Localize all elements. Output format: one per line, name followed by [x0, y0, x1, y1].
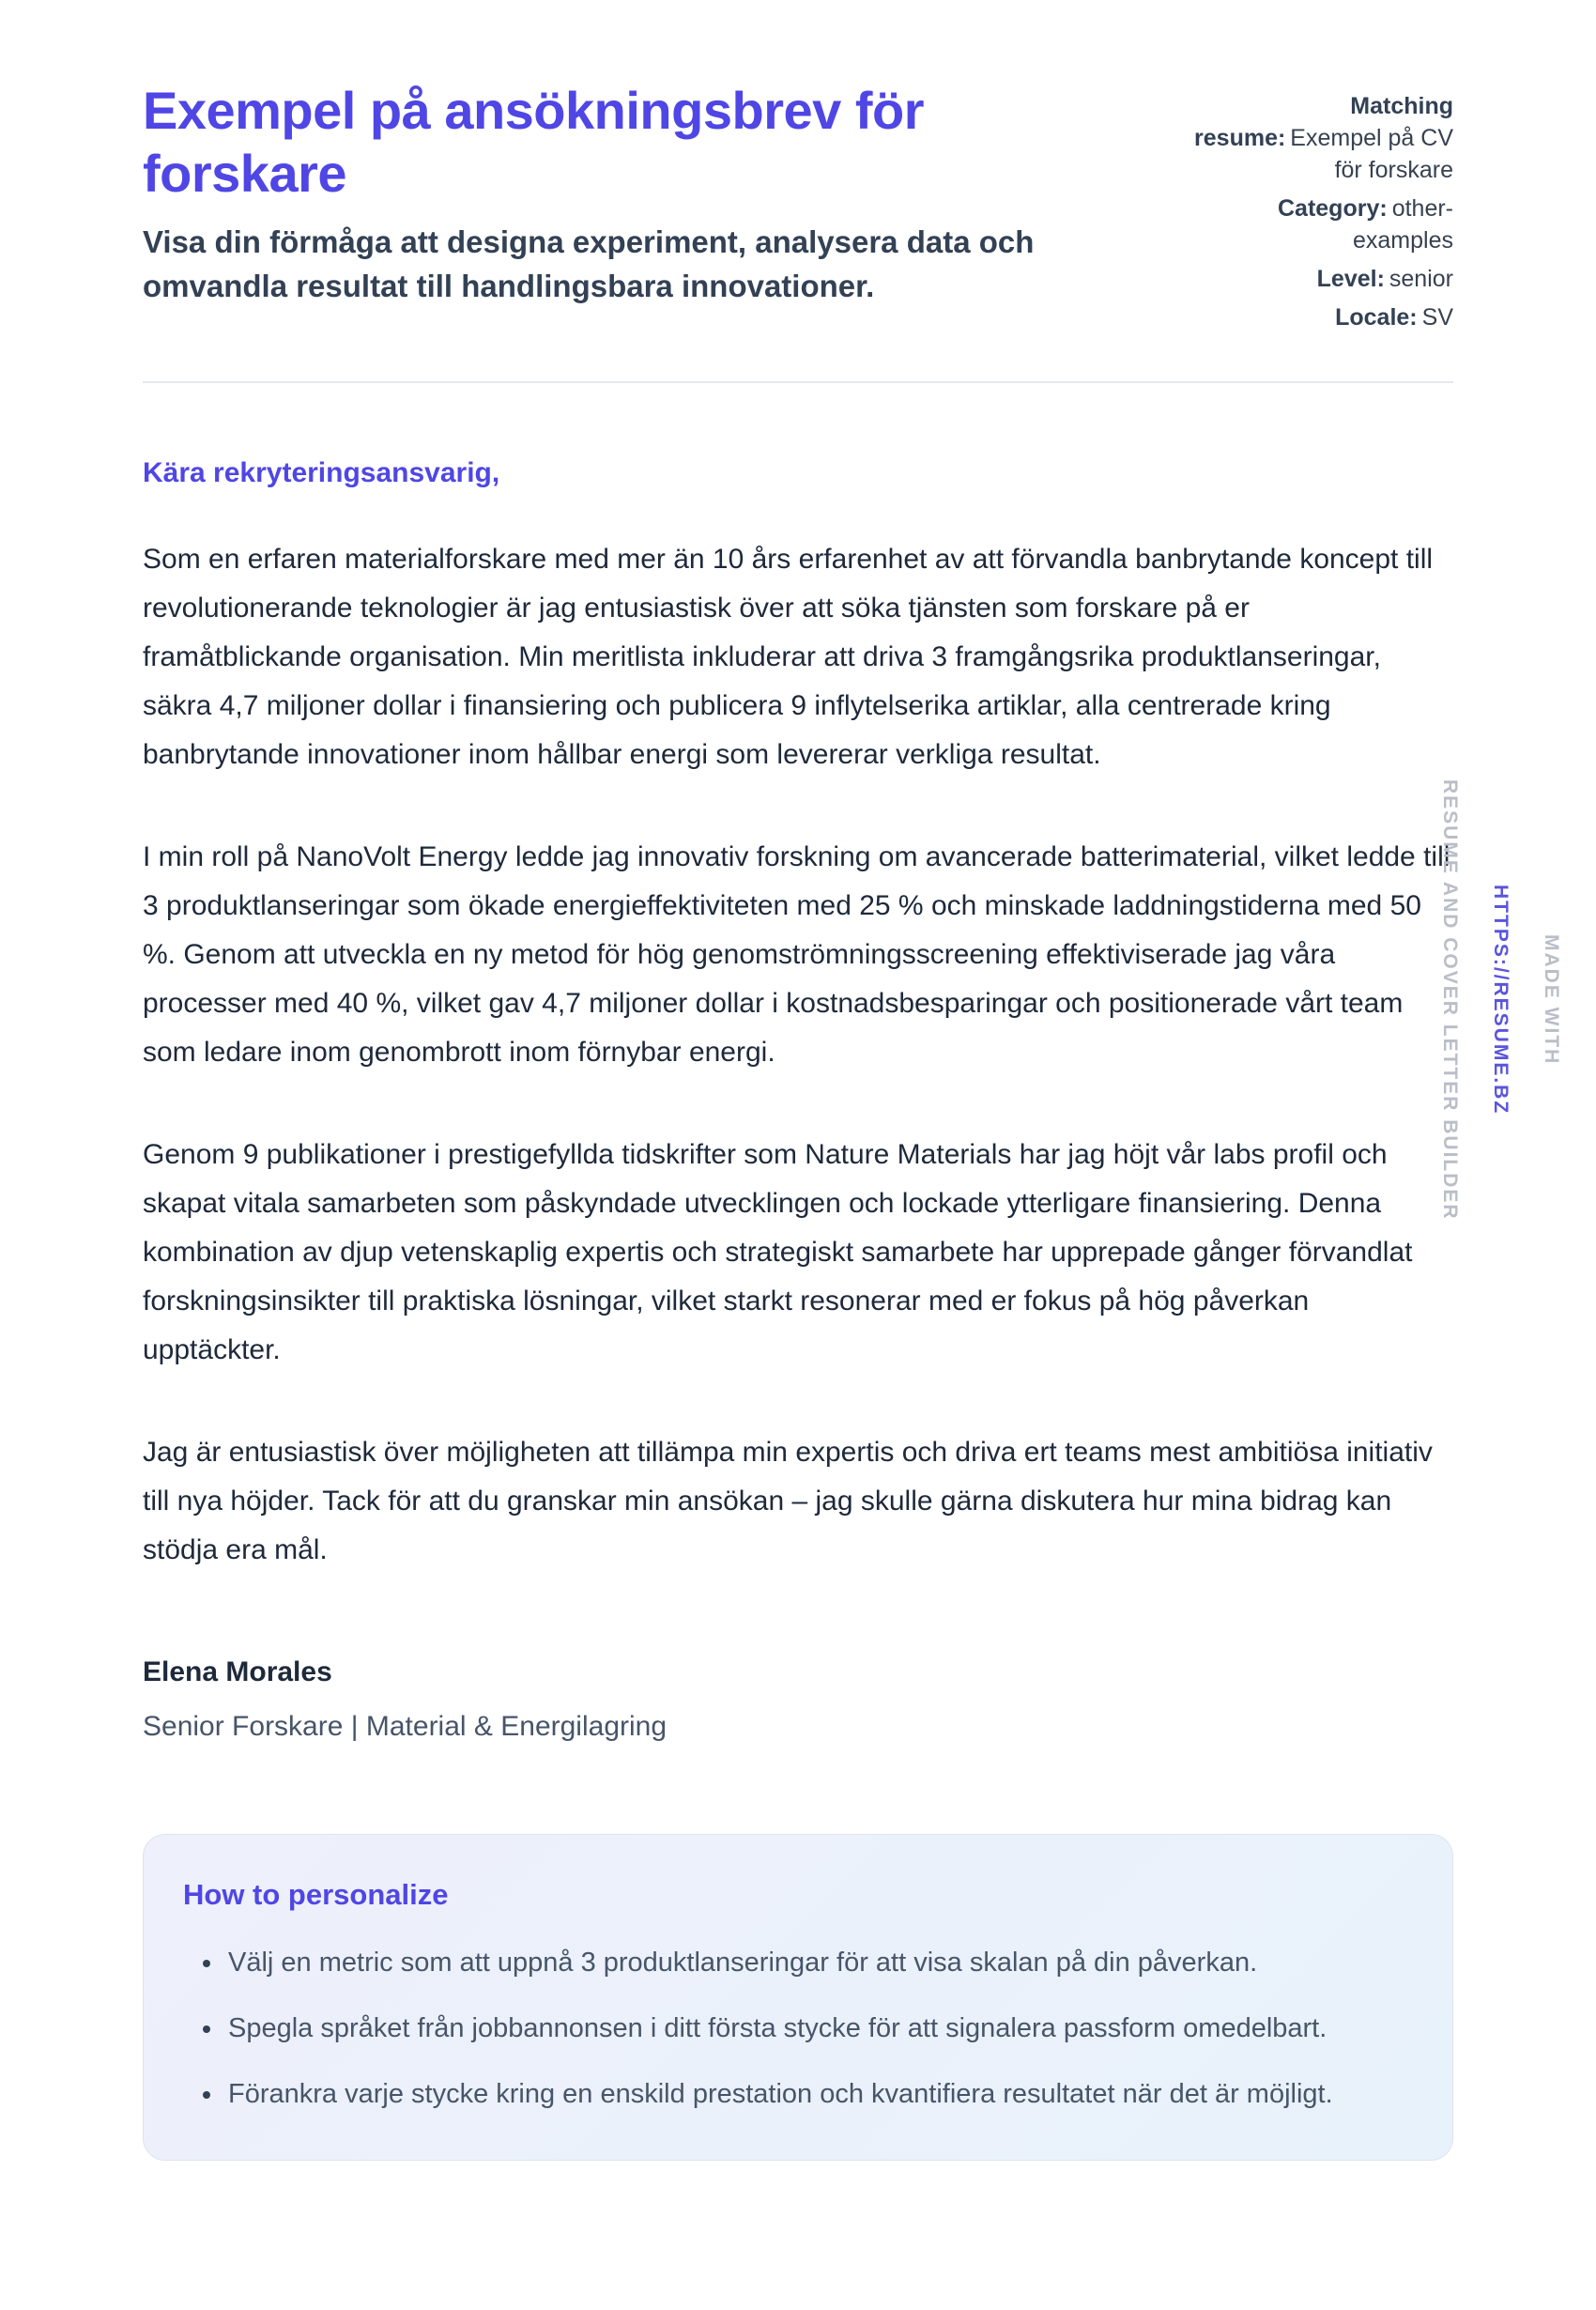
meta-label: Locale:	[1335, 304, 1418, 331]
meta-value: Exempel på CV för forskare	[1290, 125, 1453, 183]
meta-value: other-examples	[1353, 195, 1453, 254]
letter-greeting: Kära rekryteringsansvarig,	[143, 457, 500, 488]
letter-body	[143, 454, 1453, 1746]
tip-item-1: • Välj en metric som att uppnå 3 produktlanseringar för att visa skalan på din påverkan.	[224, 1938, 1415, 1987]
meta-category	[1189, 192, 1453, 256]
meta-locale	[1189, 301, 1453, 333]
header-title-block	[143, 79, 1166, 308]
signature-name: Elena Morales	[143, 1656, 332, 1687]
meta-level	[1189, 263, 1453, 295]
cover-letter-page	[143, 0, 1453, 2161]
page-title: Exempel på ansökningsbrev för forskare	[143, 81, 924, 203]
meta-panel	[1189, 90, 1453, 340]
meta-value: senior	[1389, 266, 1453, 292]
watermark-prefix: MADE WITH	[1541, 934, 1562, 1066]
watermark-suffix: RESUME AND COVER LETTER BUILDER	[1439, 779, 1461, 1221]
tips-list	[183, 1938, 1415, 2118]
page-header	[143, 79, 1453, 340]
signature-role: Senior Forskare | Material & Energilagring	[143, 1711, 668, 1742]
tip-item-2: • Spegla språket från jobbannonsen i ditt första stycke för att signalera passform omedelbart.	[224, 2004, 1415, 2053]
header-divider	[143, 381, 1453, 383]
tip-item-3: • Förankra varje stycke kring en enskild prestation och kvantifiera resultatet när det är möjligt.	[224, 2070, 1415, 2118]
letter-paragraph-2: I min roll på NanoVolt Energy ledde jag innovativ forskning om avancerade batterimaterial, vilket ledde till 3 produktlanseringar som ökade energieffektiviteten med 25 % och minskade laddningstiderna med 50 %. Genom att utveckla en ny metod för hög genomströmningsscreening effektiviserade jag våra processer med 40 %, vilket gav 4,7 miljoner dollar i kostnadsbesparingar och positionerade vårt team som ledare inom genombrott inom förnybar energi.	[143, 841, 1450, 1068]
letter-paragraph-1: Som en erfaren materialforskare med mer än 10 års erfarenhet av att förvandla banbrytande koncept till revolutionerande teknologier är jag entusiastisk över att söka tjänsten som forskare på er framåtblickande organisation. Min meritlista inkluderar att driva 3 framgångsrika produktlanseringar, säkra 4,7 miljoner dollar i finansiering och publicera 9 inflytelserika artiklar, alla centrerade kring banbrytande innovationer inom hållbar energi som levererar verkliga resultat.	[143, 544, 1434, 770]
meta-label: Category:	[1278, 195, 1388, 222]
personalization-tips-card	[143, 1834, 1453, 2161]
watermark-site-link[interactable]: HTTPS://RESUME.BZ	[1490, 885, 1512, 1116]
letter-paragraph-3: Genom 9 publikationer i prestigefyllda tidskrifter som Nature Materials har jag höjt vår labs profil och skapat vitala samarbeten som påskyndade utvecklingen och lockade ytterligare finansiering. Denna kombination av djup vetenskaplig expertis och strategiskt samarbete har upprepade gånger förvandlat forskningsinsikter till praktiska lösningar, vilket starkt resonerar med er fokus på hög påverkan upptäckter.	[143, 1139, 1413, 1365]
meta-value: SV	[1421, 304, 1453, 331]
letter-paragraph-4: Jag är entusiastisk över möjligheten att tillämpa min expertis och driva ert teams mest ambitiösa initiativ till nya höjder. Tack för att du granskar min ansökan – jag skulle gärna diskutera hur mina bidrag kan stödja era mål.	[143, 1437, 1433, 1565]
tips-heading: How to personalize	[183, 1878, 449, 1911]
page-subtitle: Visa din förmåga att designa experiment, analysera data och omvandla resultat till handlingsbara innovationer.	[143, 224, 1035, 303]
meta-label: Matching resume:	[1194, 93, 1453, 151]
meta-label: Level:	[1316, 266, 1385, 292]
meta-matching-resume	[1189, 90, 1453, 186]
made-with-watermark	[1438, 779, 1562, 1221]
